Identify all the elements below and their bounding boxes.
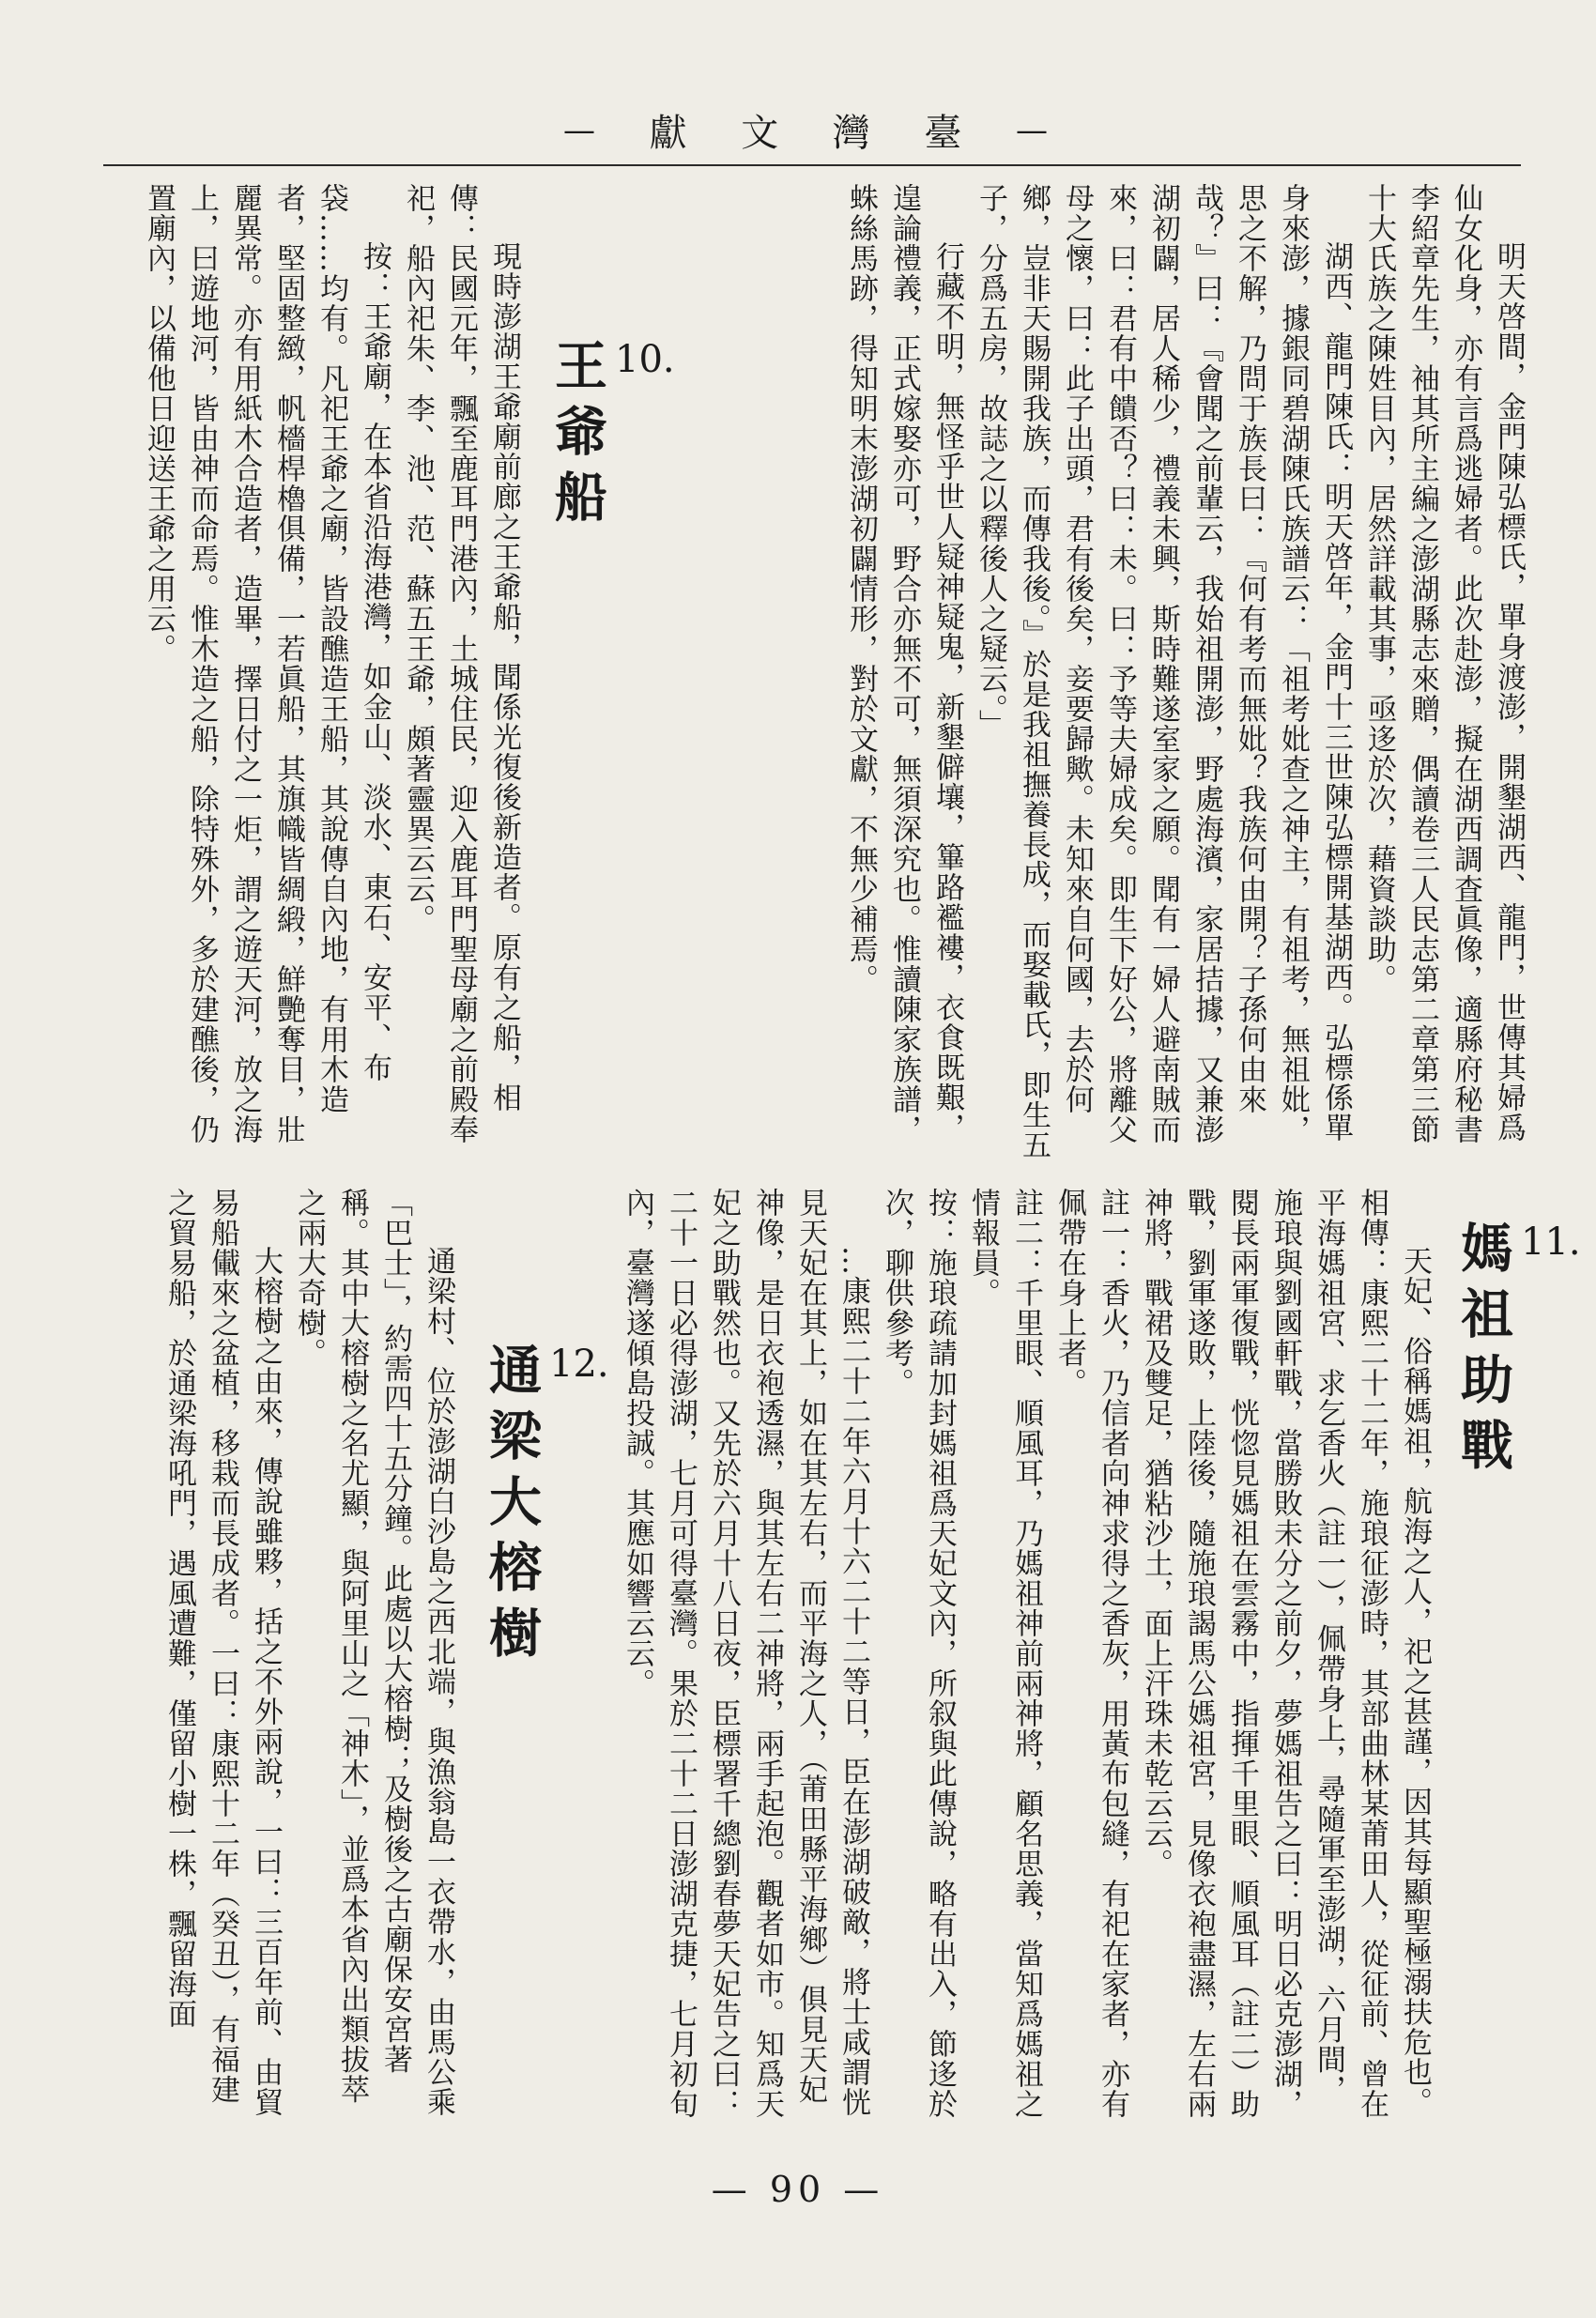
paragraph: 天妃、俗稱媽祖，航海之人，祀之甚謹，因其每顯聖極溺扶危也。相傳：康熙二十二年，施琅征澎時，其部曲林某莆田人，從征前、曾在平海媽祖宮、求乞香火（註一），佩帶身上，尋隨軍至澎湖，六月間，施琅與劉國軒戰，當勝敗未分之前夕，夢媽祖告之曰：明日必克澎湖，閱長兩軍復戰，恍惚見媽祖在雲霧中，指揮千里眼、順風耳（註二）助戰，劉軍遂敗，上陸後，隨施琅謁馬公媽祖宮，見像衣袍盡濕，左右兩神將，戰裙及雙足，猶粘沙土，面上汗珠未乾云云。 [1139, 1188, 1432, 2119]
header-rule [103, 164, 1521, 166]
header-char-3: 灣 [832, 112, 874, 155]
section-11-heading [1446, 1220, 1581, 1709]
running-header [563, 103, 1051, 157]
quoted-text: …康熙二十二年六月十六二十二等日，臣在澎湖破敵，將士咸謂恍見天妃在其上，如在其左右，而平海之人，（莆田縣平海鄉）俱見天妃神像，是日衣袍透濕，與其左右二神將，兩手起泡。觀者如市。知爲天妃之助戰然也。又先於六月十八日夜，臣標署千總劉春夢天妃告之曰：二十一日必得澎湖，七月可得臺灣。果於二十二日澎湖克捷，七月初旬內，臺灣遂傾島投誠。其應如響云云。 [621, 1188, 870, 2119]
header-dash-right: — [1015, 111, 1051, 149]
header-char-2: 文 [741, 112, 783, 155]
paragraph: 明天啓間，金門陳弘標氏，單身渡澎，開墾湖西、龍門，世傳其婦爲仙女化身，亦有言爲逃婦者。此次赴澎，擬在湖西調査眞像，適縣府秘書李紹章先生，袖其所主編之澎湖縣志來贈，偶讀卷三人民志第二章第三節十大氏族之陳姓目內，居然詳載其事，亟迻於次，藉資談助。 [1362, 183, 1526, 1144]
section-number: 11. [1521, 1220, 1581, 1264]
top-text-block [591, 183, 1530, 1164]
section-number: 12. [549, 1343, 609, 1386]
remark: 按：施琅疏請加封媽祖爲天妃文內，所叙與此傳說，略有出入，節迻於次，聊供參考。 [880, 1188, 957, 2119]
paragraph: 通梁村、位於澎湖白沙島之西北端，與漁翁島一衣帶水，由馬公乘「巴士」，約需四十五分鐘。此處以大榕樹；及樹後之古廟保安宮著稱。其中大榕樹之名尤顯，與阿里山之「神木」，並爲本省內出類拔萃之兩大奇樹。 [292, 1188, 455, 2117]
paragraph: 按：王爺廟，在本省沿海港灣，如金山、淡水、東石、安平、布袋……均有。凡祀王爺之廟，皆設醮造王船，其說傳自內地，有用木造者，堅固整緻，帆檣桿櫓俱備，一若眞船，其旗幟皆綢緞，鮮艷奪目，壯麗異常。亦有用紙木合造者，造畢，擇日付之一炬，謂之遊天河，放之海上，曰遊地河，皆由神而命焉。惟木造之船，除特殊外，多於建醮後，仍置廟內，以備他日迎送王爺之用云。 [142, 183, 391, 1144]
paragraph: 行藏不明，無怪乎世人疑神疑鬼，新墾僻壤，篳路襤褸，衣食既艱，遑論禮義，正式嫁娶亦可，野合亦無不可，無須深究也。惟讀陳家族譜，蛛絲馬跡，得知明末澎湖初闢情形，對於文獻，不無少補焉。 [844, 183, 964, 1144]
section-title: 王爺船 [546, 338, 608, 535]
section-title: 媽祖助戰 [1452, 1220, 1514, 1483]
header-dash-left: — [563, 111, 599, 149]
section-title: 通梁大榕樹 [481, 1343, 543, 1671]
section-10-heading [540, 338, 675, 826]
page-number: — 90 — [711, 2169, 885, 2210]
section-12-heading [474, 1343, 609, 1943]
header-char-1: 獻 [649, 112, 691, 155]
section-number: 10. [615, 338, 675, 381]
section-12-body [84, 1188, 460, 2126]
footnote: 註一：香火，乃信者向神求得之香灰，用黃布包縫，有祀在家者，亦有佩帶在身上者。 [1052, 1188, 1129, 2119]
footnote: 註二：千里眼、順風耳，乃媽祖神前兩神將，顧名思義，當知爲媽祖之情報員。 [966, 1188, 1043, 2119]
paragraph: 現時澎湖王爺廟前廊之王爺船，聞係光復後新造者。原有之船，相傳：民國元年，飄至鹿耳門港內，土城住民，迎入鹿耳門聖母廟之前殿奉祀，船內祀朱、李、池、范、蘇五王爺，頗著靈異云云。 [401, 183, 521, 1144]
header-char-4: 臺 [924, 112, 966, 155]
paragraph: 大榕樹之由來，傳說雖夥，括之不外兩說，一曰：三百年前、由貿易船儎來之盆植，移栽而長成者。一曰：康熙十二年（癸丑），有福建之貿易船，於通梁海吼門，遇風遭難，僅留小樹一株，飄留海面 [162, 1188, 283, 2117]
section-11-body [573, 1188, 1436, 2126]
section-10-body [84, 183, 526, 1164]
paragraph: 湖西、龍門陳氏：明天啓年，金門十三世陳弘標開基湖西。弘標係單身來澎，據銀同碧湖陳氏族譜云：「祖考妣查之神主，有祖考，無祖妣，思之不解，乃問于族長曰：『何有考而無妣？我族何由開？子孫何由來哉？』曰：『會聞之前輩云，我始祖開澎，野處海濱，家居拮據，又兼澎湖初闢，居人稀少，禮義未興，斯時難遂室家之願。聞有一婦人避南賊而來，曰：君有中饋否？曰：未。曰：予等夫婦成矣。即生下好公，將離父母之懷，曰：此子出頭，君有後矣，妾要歸歟。未知來自何國，去於何鄉，豈非天賜開我族，而傳我後。』於是我祖撫養長成，而娶載氏，即生五子，分爲五房，故誌之以釋後人之疑云。」 [974, 183, 1353, 1160]
